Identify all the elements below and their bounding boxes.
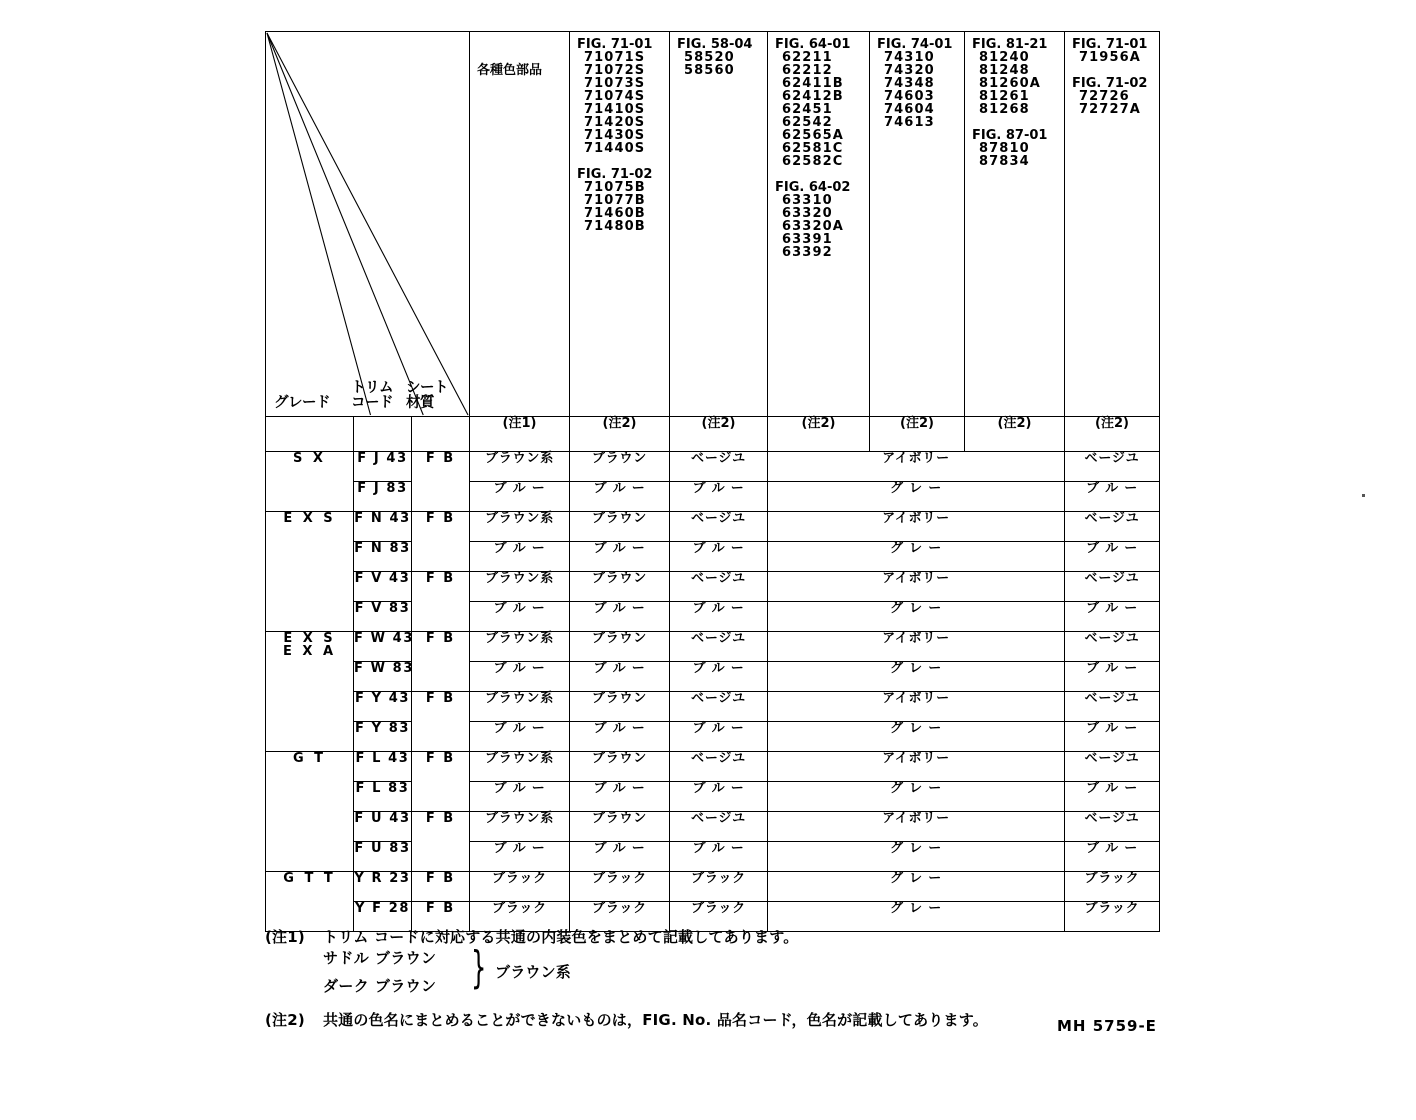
cell-color-note1: ブラウン系 bbox=[470, 512, 570, 542]
cell-color-fig-58-04: ブ ル ー bbox=[670, 782, 768, 812]
cell-color-note1: ブ ル ー bbox=[470, 662, 570, 692]
cell-color-merged: グ レ ー bbox=[768, 662, 1065, 692]
part-number: 74320 bbox=[884, 63, 935, 78]
cell-color-merged: アイボリー bbox=[768, 812, 1065, 842]
fig-number-label: FIG. 58-04 bbox=[677, 37, 753, 52]
table-header-row bbox=[266, 32, 1160, 417]
table-row bbox=[266, 902, 1160, 932]
part-column-header-fig-81-21 bbox=[965, 32, 1065, 417]
cell-color-merged: グ レ ー bbox=[768, 482, 1065, 512]
part-number: 74613 bbox=[884, 115, 935, 130]
part-column-header-fig-64-01 bbox=[768, 32, 870, 417]
cell-color-fig-58-04: ベージユ bbox=[670, 812, 768, 842]
column-title: 各種色部品 bbox=[477, 63, 543, 78]
cell-color-fig-71-01-a: ブラウン bbox=[570, 512, 670, 542]
cell-color-fig-71-01-b: ブ ル ー bbox=[1065, 662, 1160, 692]
table-row bbox=[266, 512, 1160, 542]
cell-color-fig-58-04: ブ ル ー bbox=[670, 842, 768, 872]
cell-trim-code: F J 83 bbox=[354, 482, 412, 512]
cell-seat-material: F B bbox=[412, 812, 470, 872]
table-row bbox=[266, 482, 1160, 512]
cell-trim-code: F U 43 bbox=[354, 812, 412, 842]
table-row bbox=[266, 572, 1160, 602]
cell-trim-code: F J 43 bbox=[354, 452, 412, 482]
cell-seat-material: F B bbox=[412, 692, 470, 752]
cell-color-fig-71-01-a: ブラック bbox=[570, 872, 670, 902]
cell-trim-code: F L 43 bbox=[354, 752, 412, 782]
cell-color-fig-71-01-b: ブ ル ー bbox=[1065, 782, 1160, 812]
cell-color-fig-71-01-a: ブラック bbox=[570, 902, 670, 932]
note-header-trim bbox=[354, 417, 412, 452]
cell-color-note1: ブラウン系 bbox=[470, 572, 570, 602]
cell-color-note1: ブラック bbox=[470, 872, 570, 902]
cell-color-fig-71-01-a: ブ ル ー bbox=[570, 842, 670, 872]
cell-color-fig-71-01-a: ブ ル ー bbox=[570, 542, 670, 572]
part-number: 62212 bbox=[782, 63, 833, 78]
part-number: 63320A bbox=[782, 219, 844, 234]
cell-color-merged: グ レ ー bbox=[768, 782, 1065, 812]
cell-color-fig-58-04: ブ ル ー bbox=[670, 722, 768, 752]
cell-trim-code: F Y 83 bbox=[354, 722, 412, 752]
part-number: 81261 bbox=[979, 89, 1030, 104]
cell-color-fig-71-01-b: ベージユ bbox=[1065, 632, 1160, 662]
part-number: 81260A bbox=[979, 76, 1041, 91]
cell-color-fig-58-04: ベージユ bbox=[670, 632, 768, 662]
cell-color-fig-71-01-a: ブ ル ー bbox=[570, 722, 670, 752]
cell-color-merged: グ レ ー bbox=[768, 542, 1065, 572]
part-number: 71430S bbox=[584, 128, 646, 143]
part-number: 62211 bbox=[782, 50, 833, 65]
cell-color-note1: ブ ル ー bbox=[470, 602, 570, 632]
cell-trim-code: F U 83 bbox=[354, 842, 412, 872]
part-number: 71956A bbox=[1079, 50, 1141, 65]
part-number: 58560 bbox=[684, 63, 735, 78]
cell-seat-material: F B bbox=[412, 572, 470, 632]
part-number: 74604 bbox=[884, 102, 935, 117]
part-number: 71480B bbox=[584, 219, 646, 234]
part-number: 81248 bbox=[979, 63, 1030, 78]
part-number: 74348 bbox=[884, 76, 935, 91]
cell-seat-material: F B bbox=[412, 872, 470, 902]
note-header-col-1: (注2) bbox=[570, 417, 670, 452]
cell-color-note1: ブラック bbox=[470, 902, 570, 932]
cell-color-note1: ブ ル ー bbox=[470, 842, 570, 872]
table-row bbox=[266, 692, 1160, 722]
cell-color-note1: ブラウン系 bbox=[470, 632, 570, 662]
fig-number-label: FIG. 81-21 bbox=[972, 37, 1048, 52]
note-header-grade bbox=[266, 417, 354, 452]
part-number: 71073S bbox=[584, 76, 646, 91]
fig-number-label: FIG. 74-01 bbox=[877, 37, 953, 52]
cell-color-merged: アイボリー bbox=[768, 632, 1065, 662]
curly-brace-icon: } bbox=[471, 942, 487, 993]
part-number: 71410S bbox=[584, 102, 646, 117]
cell-color-fig-71-01-b: ベージユ bbox=[1065, 512, 1160, 542]
cell-color-merged: グ レ ー bbox=[768, 722, 1065, 752]
part-number: 62412B bbox=[782, 89, 844, 104]
grade-line: E X S bbox=[283, 631, 336, 646]
part-number: 71460B bbox=[584, 206, 646, 221]
cell-trim-code: F L 83 bbox=[354, 782, 412, 812]
cell-color-fig-71-01-b: ブ ル ー bbox=[1065, 722, 1160, 752]
cell-trim-code: F W 83 bbox=[354, 662, 412, 692]
cell-grade: G T T bbox=[266, 872, 354, 932]
table-row bbox=[266, 542, 1160, 572]
cell-color-fig-58-04: ブ ル ー bbox=[670, 542, 768, 572]
cell-color-fig-71-01-a: ブラウン bbox=[570, 752, 670, 782]
footnote-1-tag: (注1) bbox=[265, 928, 305, 946]
cell-color-fig-58-04: ベージユ bbox=[670, 692, 768, 722]
cell-color-merged: アイボリー bbox=[768, 572, 1065, 602]
cell-color-fig-71-01-b: ベージユ bbox=[1065, 812, 1160, 842]
cell-color-fig-71-01-a: ブ ル ー bbox=[570, 602, 670, 632]
footnote-2-tag: (注2) bbox=[265, 1011, 305, 1029]
part-column-header-fig-58-04 bbox=[670, 32, 768, 417]
brace-line-saddle-brown: サドル ブラウン bbox=[323, 949, 437, 967]
cell-color-fig-58-04: ベージユ bbox=[670, 752, 768, 782]
part-number: 63310 bbox=[782, 193, 833, 208]
document-code: MH 5759-E bbox=[1057, 1017, 1157, 1035]
fig-number-label: FIG. 71-01 bbox=[577, 37, 653, 52]
part-number: 62542 bbox=[782, 115, 833, 130]
table-row bbox=[266, 812, 1160, 842]
part-number: 71074S bbox=[584, 89, 646, 104]
header-label-trim-code: トリム コード bbox=[351, 379, 393, 411]
part-number: 87810 bbox=[979, 141, 1030, 156]
part-number: 74310 bbox=[884, 50, 935, 65]
cell-color-merged: グ レ ー bbox=[768, 842, 1065, 872]
cell-color-note1: ブ ル ー bbox=[470, 542, 570, 572]
cell-color-merged: アイボリー bbox=[768, 512, 1065, 542]
part-number: 62411B bbox=[782, 76, 844, 91]
grade-line: E X A bbox=[282, 644, 337, 659]
cell-color-note1: ブ ル ー bbox=[470, 782, 570, 812]
cell-grade: S X bbox=[266, 452, 354, 512]
brown-group-brace bbox=[323, 942, 1265, 1007]
cell-color-fig-58-04: ベージユ bbox=[670, 452, 768, 482]
cell-trim-code: F V 43 bbox=[354, 572, 412, 602]
parts-color-table bbox=[265, 31, 1160, 932]
cell-color-fig-71-01-a: ブラウン bbox=[570, 692, 670, 722]
part-number: 62565A bbox=[782, 128, 844, 143]
table-row bbox=[266, 752, 1160, 782]
cell-trim-code: Y R 23 bbox=[354, 872, 412, 902]
part-number: 72726 bbox=[1079, 89, 1130, 104]
cell-grade: E X S bbox=[266, 512, 354, 632]
cell-seat-material: F B bbox=[412, 632, 470, 692]
cell-color-fig-71-01-a: ブ ル ー bbox=[570, 782, 670, 812]
corner-header-cell bbox=[266, 32, 470, 417]
cell-color-note1: ブラウン系 bbox=[470, 812, 570, 842]
cell-color-fig-58-04: ベージユ bbox=[670, 512, 768, 542]
cell-color-merged: アイボリー bbox=[768, 692, 1065, 722]
part-number: 71071S bbox=[584, 50, 646, 65]
part-number: 71440S bbox=[584, 141, 646, 156]
cell-trim-code: F W 43 bbox=[354, 632, 412, 662]
cell-color-fig-71-01-a: ブラウン bbox=[570, 632, 670, 662]
table-row bbox=[266, 722, 1160, 752]
table-row bbox=[266, 872, 1160, 902]
table-row bbox=[266, 662, 1160, 692]
cell-trim-code: Y F 28 bbox=[354, 902, 412, 932]
part-number: 71072S bbox=[584, 63, 646, 78]
note-header-col-3: (注2) bbox=[768, 417, 870, 452]
cell-grade bbox=[266, 632, 354, 752]
cell-color-fig-58-04: ブ ル ー bbox=[670, 662, 768, 692]
cell-grade: G T bbox=[266, 752, 354, 872]
cell-seat-material: F B bbox=[412, 752, 470, 812]
part-number: 58520 bbox=[684, 50, 735, 65]
cell-color-fig-58-04: ブ ル ー bbox=[670, 602, 768, 632]
part-number: 62581C bbox=[782, 141, 844, 156]
part-column-header-fig-74-01 bbox=[870, 32, 965, 417]
footnote-1-text: トリム コードに対応する共通の内装色をまとめて記載してあります。 bbox=[323, 928, 799, 946]
part-number: 74603 bbox=[884, 89, 935, 104]
cell-color-fig-71-01-b: ベージユ bbox=[1065, 452, 1160, 482]
part-number: 62451 bbox=[782, 102, 833, 117]
part-number: 62582C bbox=[782, 154, 844, 169]
cell-color-fig-71-01-b: ブ ル ー bbox=[1065, 842, 1160, 872]
cell-color-fig-71-01-a: ブ ル ー bbox=[570, 482, 670, 512]
table-row bbox=[266, 452, 1160, 482]
cell-seat-material: F B bbox=[412, 452, 470, 512]
brace-group-label: ブラウン系 bbox=[495, 963, 572, 981]
table-row bbox=[266, 842, 1160, 872]
cell-seat-material: F B bbox=[412, 512, 470, 572]
cell-color-merged: グ レ ー bbox=[768, 872, 1065, 902]
part-number: 63320 bbox=[782, 206, 833, 221]
table-row bbox=[266, 782, 1160, 812]
cell-color-fig-58-04: ブラック bbox=[670, 872, 768, 902]
cell-color-note1: ブ ル ー bbox=[470, 482, 570, 512]
part-column-header-assorted-color-parts bbox=[470, 32, 570, 417]
cell-color-note1: ブラウン系 bbox=[470, 752, 570, 782]
cell-color-fig-71-01-a: ブ ル ー bbox=[570, 662, 670, 692]
note-header-col-5: (注2) bbox=[965, 417, 1065, 452]
note-header-col-4: (注2) bbox=[870, 417, 965, 452]
cell-color-fig-71-01-b: ベージユ bbox=[1065, 692, 1160, 722]
fig-number-label: FIG. 71-02 bbox=[577, 167, 653, 182]
part-number: 63392 bbox=[782, 245, 833, 260]
cell-trim-code: F V 83 bbox=[354, 602, 412, 632]
cell-color-fig-58-04: ブ ル ー bbox=[670, 482, 768, 512]
fig-number-label: FIG. 64-02 bbox=[775, 180, 851, 195]
cell-color-merged: グ レ ー bbox=[768, 602, 1065, 632]
part-number: 81268 bbox=[979, 102, 1030, 117]
fig-number-label: FIG. 64-01 bbox=[775, 37, 851, 52]
header-label-seat-material: シート 材質 bbox=[406, 379, 448, 411]
part-number: 71077B bbox=[584, 193, 646, 208]
table-row bbox=[266, 632, 1160, 662]
note-header-col-0: (注1) bbox=[470, 417, 570, 452]
part-number: 72727A bbox=[1079, 102, 1141, 117]
table-body bbox=[266, 452, 1160, 932]
fig-number-label: FIG. 71-01 bbox=[1072, 37, 1148, 52]
cell-color-fig-71-01-b: ベージユ bbox=[1065, 572, 1160, 602]
note-header-col-6: (注2) bbox=[1065, 417, 1160, 452]
note-header-col-2: (注2) bbox=[670, 417, 768, 452]
cell-color-fig-71-01-b: ブ ル ー bbox=[1065, 602, 1160, 632]
fig-number-label: FIG. 87-01 bbox=[972, 128, 1048, 143]
cell-color-merged: グ レ ー bbox=[768, 902, 1065, 932]
part-number: 63391 bbox=[782, 232, 833, 247]
table-row bbox=[266, 602, 1160, 632]
brace-line-dark-brown: ダーク ブラウン bbox=[323, 977, 437, 995]
cell-color-fig-58-04: ベージユ bbox=[670, 572, 768, 602]
part-number: 87834 bbox=[979, 154, 1030, 169]
fig-number-label: FIG. 71-02 bbox=[1072, 76, 1148, 91]
part-column-header-fig-71-01-a bbox=[570, 32, 670, 417]
cell-color-fig-71-01-b: ブ ル ー bbox=[1065, 542, 1160, 572]
cell-trim-code: F Y 43 bbox=[354, 692, 412, 722]
cell-color-fig-71-01-a: ブラウン bbox=[570, 572, 670, 602]
cell-seat-material: F B bbox=[412, 902, 470, 932]
cell-color-fig-58-04: ブラック bbox=[670, 902, 768, 932]
cell-color-note1: ブラウン系 bbox=[470, 452, 570, 482]
cell-color-merged: アイボリー bbox=[768, 452, 1065, 482]
footnote-1 bbox=[265, 930, 1265, 945]
note-header-row bbox=[266, 417, 1160, 452]
header-label-grade: グレード bbox=[274, 394, 330, 411]
cell-color-fig-71-01-b: ブラック bbox=[1065, 902, 1160, 932]
cell-color-fig-71-01-b: ベージユ bbox=[1065, 752, 1160, 782]
cell-color-note1: ブラウン系 bbox=[470, 692, 570, 722]
cell-color-note1: ブ ル ー bbox=[470, 722, 570, 752]
cell-color-fig-71-01-a: ブラウン bbox=[570, 812, 670, 842]
part-number: 71420S bbox=[584, 115, 646, 130]
footnote-2-text: 共通の色名にまとめることができないものは，FIG. No. 品名コード，色名が記載してあります。 bbox=[323, 1011, 988, 1029]
cell-trim-code: F N 83 bbox=[354, 542, 412, 572]
note-header-seat bbox=[412, 417, 470, 452]
part-number: 81240 bbox=[979, 50, 1030, 65]
cell-color-fig-71-01-a: ブラウン bbox=[570, 452, 670, 482]
cell-color-merged: アイボリー bbox=[768, 752, 1065, 782]
part-number: 71075B bbox=[584, 180, 646, 195]
cell-color-fig-71-01-b: ブラック bbox=[1065, 872, 1160, 902]
scan-speck bbox=[1362, 494, 1365, 497]
cell-trim-code: F N 43 bbox=[354, 512, 412, 542]
cell-color-fig-71-01-b: ブ ル ー bbox=[1065, 482, 1160, 512]
part-column-header-fig-71-01-b bbox=[1065, 32, 1160, 417]
